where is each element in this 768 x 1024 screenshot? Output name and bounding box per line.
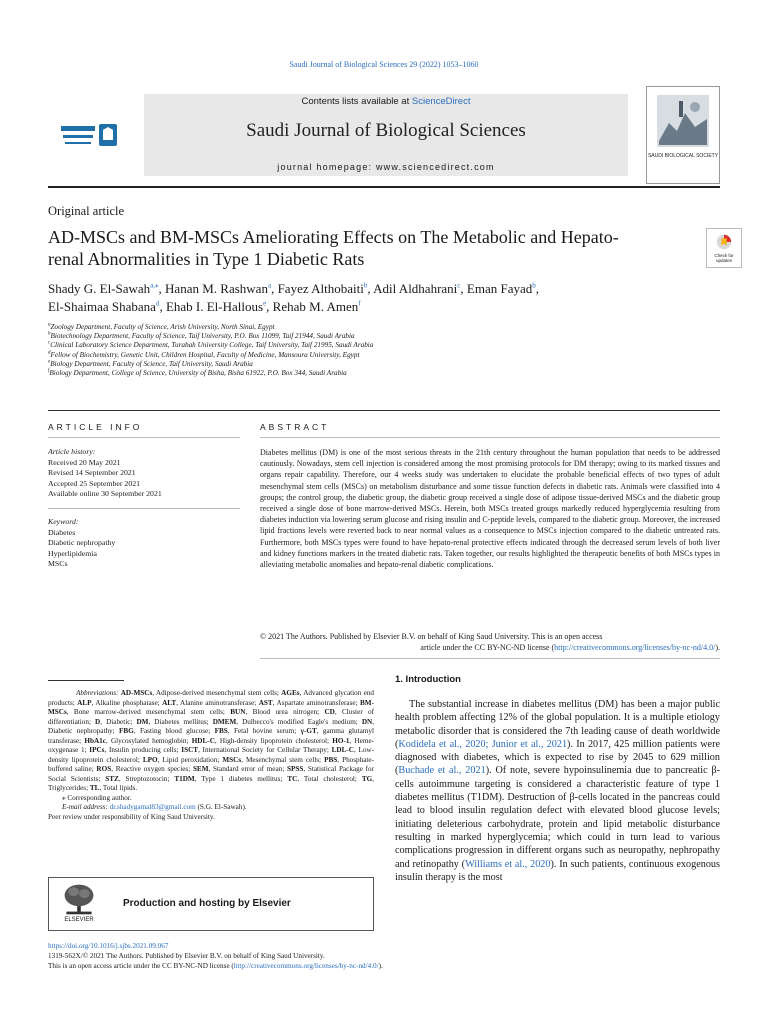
abbreviation-key: ISCT [181, 746, 199, 754]
affiliation-key: c [48, 341, 51, 347]
affiliation-key: a [48, 322, 51, 328]
abbreviation-value: , Alanine aminotransferase; [176, 698, 257, 707]
abbreviation-value: , gamma glutamyl transferase; [48, 727, 374, 745]
author-affiliation-mark[interactable]: b [532, 281, 536, 290]
author-name[interactable]: Shady G. El-Sawah [48, 281, 151, 296]
abbreviation-value: , Low-density lipoprotein cholesterol; [48, 746, 375, 764]
keyword-item: Hyperlipidemia [48, 548, 97, 558]
abbreviation-value: , Dulbecco's modified Eagle's medium; [236, 717, 358, 726]
journal-header [48, 84, 720, 188]
author-name[interactable]: El-Shaimaa Shabana [48, 299, 156, 314]
introduction-paragraph [395, 698, 720, 884]
issn-line: 1319-562X/© 2021 The Authors. Published by Elsevier B.V. on behalf of King Saud University. [48, 952, 325, 960]
abbreviation-value: , Adipose-derived mesenchymal stem cells; [152, 689, 279, 697]
abbreviation-value: , Fetal bovine serum; [227, 727, 297, 735]
author-name[interactable]: Adil Aldhahrani [373, 281, 458, 296]
abbreviation-value: , Diabetes mellitus; [148, 717, 209, 726]
abbreviation-value: , Diabetic; [100, 717, 133, 726]
abbreviation-value: , Fasting blood glucose; [133, 727, 211, 735]
article-history [48, 447, 238, 500]
abbreviation-value: , Heme-oxygenase 1; [48, 736, 375, 754]
author-name[interactable]: Rehab M. Amen [272, 299, 359, 314]
sciencedirect-link[interactable]: ScienceDirect [411, 96, 471, 107]
abbreviation-key: DN [361, 717, 373, 726]
author-affiliation-mark[interactable]: d [155, 299, 160, 308]
abbreviation-key: DM [136, 717, 149, 726]
history-label: Article history: [48, 447, 96, 456]
article-info-heading: ARTICLE INFO [48, 422, 143, 432]
abbreviation-value: , Standard error of mean; [208, 765, 285, 773]
author-separator: , [460, 281, 467, 296]
elsevier-logo [59, 882, 99, 928]
author-name[interactable]: Ehab I. El-Hallous [165, 299, 264, 314]
journal-citation[interactable]: Saudi Journal of Biological Sciences 29 (2022) 1053–1060 [289, 60, 479, 69]
saudi-biological-society-logo [646, 86, 720, 184]
affiliation-text: Biology Department, Faculty of Science, Taif University, Saudi Arabia [50, 359, 253, 368]
history-rule [48, 508, 240, 509]
intro-text-segment: ). In 2017, 425 million patients were diagnosed with diabetes, which is expected to rise by 2045 to 629 million ( [395, 738, 720, 777]
affiliation-key: f [48, 368, 50, 374]
intro-text-segment: The substantial increase in diabetes mellitus (DM) has been a major public health problem affecting 12% of the global population. It is a multiple etiology metabolic disorder that is considered the 7th leading cause of death worldwide ( [395, 699, 720, 750]
intro-text-segment: ). In such patients, continuous exogenous insulin therapy is the most [395, 858, 720, 883]
abbreviation-value: , Total lipids. [99, 784, 138, 792]
author-separator: , [271, 281, 278, 296]
email-note [48, 803, 374, 813]
abbreviation-value: , International Society for Cellular Therapy; [198, 746, 329, 754]
author-affiliation-mark[interactable]: e [263, 299, 267, 308]
abbreviation-key: AD-MSCs [120, 689, 153, 697]
abbreviation-key: SPSS [286, 765, 304, 773]
abbreviation-value: , Aspartate aminotransferase; [272, 698, 358, 707]
keyword-item: Diabetic nephropathy [48, 538, 116, 548]
affiliation-text: Biology Department, College of Science, University of Bisha, Bisha 61922, P.O. Box 344, Saudi Arabia [49, 369, 347, 378]
abbreviation-key: FBS [214, 727, 228, 735]
keywords [48, 517, 238, 570]
check-updates-icon [715, 233, 733, 251]
abbreviation-value: , Lipid peroxidation; [157, 755, 220, 764]
abbreviation-key: ALT [162, 698, 177, 707]
keyword-item: Diabetes [48, 527, 76, 537]
abbreviation-value: , Diabetic nephropathy; [48, 717, 375, 735]
abbreviation-key: T1DM [174, 774, 195, 783]
check-for-updates-button[interactable] [706, 228, 742, 268]
society-emblem-icon [655, 93, 711, 149]
affiliation-item [48, 360, 688, 369]
author-separator: , [535, 281, 539, 296]
journal-homepage[interactable]: journal homepage: www.sciencedirect.com [277, 162, 495, 172]
copyright-line-2 [260, 642, 720, 653]
license-link[interactable]: http://creativecommons.org/licenses/by-nc-nd/4.0/ [554, 643, 716, 653]
affiliation-text: Fellow of Biochemistry, Genetic Unit, Children Hospital, Faculty of Medicine, Mansoura University, Egypt [50, 350, 360, 359]
abbreviation-value: , Cluster of differentiation; [48, 708, 375, 726]
affiliation-key: e [48, 359, 51, 365]
abbreviation-value: , Mesenchymal stem cells; [241, 755, 322, 764]
abbreviation-key: CD [324, 708, 335, 716]
abbreviation-key: TG [361, 774, 373, 783]
affiliation-text: Biotechnology Department, Faculty of Science, Taif University, P.O. Box 11099, Taif 21944, Saudi Arabia [50, 332, 355, 341]
author-affiliation-mark[interactable]: f [358, 299, 361, 308]
abstract-text: Diabetes mellitus (DM) is one of the most serious threats in the 21th century throughout the human population that needs to be addressed cautiously. Nowadays, stem cell injection is considered among the most promising protocols for DM therapy; owing to its marked tissues and organs repair capability. Therefore, our 4 weeks study was undertaken to elucidate the probable beneficial effects of two types of adult mesenchymal stem cells (MSCs) on metabolism disturbance and some tissue function defects in diabetic rats. Animals were classified into 4 groups; the control group, the diabetic group, the diabetic group received a single dose of adipose tissue-derived MSCs and the diabetic group received a single dose of bone marrow-derived MSCs. Herein, both MSCs treated groups markedly reduced hyperglycemia resulting from diabetes induction via lowering serum glucose and rising insulin and C-peptide levels, compared to the diabetic group. Moreover, the increased lipid fractions levels were reverted back to near normal values as a consequence to MSCs injection compared to the diabetic untreated rats. Furthermore, both MSCs types were found to have hepato-renal protective effects indicated through the decreased serum levels of both liver and kidney functions markers in the treated diabetic rats. Taken together, our results highlighted the therapeutic benefits of both MSCs types in alleviating metabolic anomalies and hepato-renal diabetic complications. [260, 448, 720, 570]
abbreviation-key: LPO [142, 755, 158, 764]
affiliation-list [48, 323, 688, 378]
abbreviation-key: TC [287, 774, 298, 783]
author-list [48, 280, 688, 316]
author-affiliation-mark[interactable]: a,⁎ [150, 281, 159, 290]
abstract-heading: ABSTRACT [260, 422, 330, 432]
abbreviation-value: , Statistical Package for Social Scientists; [48, 765, 374, 783]
abbreviation-value: , Triglycerides; [48, 774, 374, 792]
abbreviation-value: , Blood urea nitrogen; [245, 708, 320, 716]
abbreviation-key: AST [258, 698, 273, 707]
abstract-rule [260, 437, 720, 438]
abbreviation-key: TL [89, 784, 100, 792]
author-name[interactable]: Eman Fayad [466, 281, 533, 296]
contents-prefix: Contents lists available at [301, 96, 412, 107]
elsevier-production-box [48, 877, 374, 931]
copyright-line-1: © 2021 The Authors. Published by Elsevier B.V. on behalf of King Saud University. This is an open access [260, 632, 603, 641]
author-affiliation-mark[interactable]: b [363, 281, 368, 290]
affiliation-item [48, 341, 688, 350]
author-name[interactable]: Hanan M. Rashwan [165, 281, 268, 296]
history-item: Accepted 25 September 2021 [48, 478, 141, 488]
affiliation-text: Clinical Laboratory Science Department, Turabah University College, Taif University, Taif 21995, Saudi Arabia [50, 341, 374, 350]
author-separator: , [158, 281, 166, 296]
doi-link[interactable]: https://doi.org/10.1016/j.sjbs.2021.09.067 [48, 942, 169, 950]
author-separator: , [159, 299, 166, 314]
author-affiliation-mark[interactable]: c [457, 281, 461, 290]
abbreviation-key: BM-MSCs [48, 698, 374, 716]
abbreviation-value: , Streptozotocin; [118, 774, 170, 783]
footnote-rule [48, 680, 124, 681]
journal-title: Saudi Journal of Biological Sciences [246, 120, 526, 141]
abbreviation-value: , Phosphate-buffered saline; [48, 755, 375, 773]
affiliation-text: Zoology Department, Faculty of Science, Arish University, North Sinai, Egypt [50, 323, 275, 331]
abbreviations-block [48, 689, 374, 794]
reference-link[interactable]: Williams et al., 2020 [465, 858, 551, 870]
affiliation-key: b [48, 331, 51, 337]
author-affiliation-mark[interactable]: a [267, 281, 272, 290]
open-access-suffix: ). [378, 962, 383, 970]
footnotes [48, 689, 374, 822]
elsevier-logo-text: ELSEVIER [64, 917, 94, 923]
author-name[interactable]: Fayez Althobaiti [277, 281, 364, 296]
abbreviation-key: γ-GT [300, 727, 317, 735]
email-label: E-mail address: [62, 803, 108, 811]
abbreviation-key: IPCs [89, 746, 105, 754]
reference-link[interactable]: Buchade et al., 2021 [398, 765, 486, 777]
abbreviation-value: , Reactive oxygen species; [111, 765, 191, 773]
license-link[interactable]: http://creativecommons.org/licenses/by-nc-nd/4.0/ [233, 962, 379, 970]
abbreviation-key: ALP [77, 698, 92, 707]
keyword-item: MSCs [48, 559, 68, 569]
abbreviation-key: PBS [324, 755, 338, 764]
abbreviation-value: , Advanced glycation end products; [48, 689, 374, 707]
abstract-bottom-rule [260, 658, 720, 659]
abbreviation-value: , Bone marrow-derived mesenchymal stem cells; [66, 708, 225, 716]
email-owner: (S.G. El-Sawah). [197, 803, 247, 811]
introduction-heading: 1. Introduction [395, 674, 461, 685]
history-item: Revised 14 September 2021 [48, 468, 136, 478]
abbreviation-value: , Insulin producing cells; [104, 746, 179, 754]
affiliation-item [48, 369, 688, 378]
open-access-prefix: This is an open access article under the CC BY-NC-ND license ( [48, 962, 234, 970]
peer-review-note: Peer review under responsibility of King Saud University. [48, 812, 215, 821]
copyright-license-prefix: article under the CC BY-NC-ND license ( [420, 643, 555, 653]
author-separator: , [266, 299, 273, 314]
keywords-label: Keyword: [48, 517, 79, 526]
affiliation-item [48, 323, 688, 332]
abbreviation-key: LDL-C [331, 746, 354, 754]
abbreviation-key: STZ [105, 774, 119, 783]
paper-title: AD-MSCs and BM-MSCs Ameliorating Effects on The Metabolic and Hepato-renal Abnormalities in Type 1 Diabetic Rats [48, 227, 619, 269]
abbreviation-key: D [95, 717, 101, 726]
email-link[interactable]: dr.shadygamal83@gmail.com [109, 803, 196, 811]
abbreviation-key: MSCs [222, 755, 242, 764]
intro-text-segment: ). Of note, severe hypoinsulinemia due to pancreatic β-cells autoimmune targeting is considered a characteristic feature of type 1 diabetes mellitus (T1DM). Destruction of β-cells located in the pancreas could lead to blood insulin regulation defect with elevated blood glucose levels; initiating deleterious carbohydrate, protein and lipid metabolic disturbance resulting in marked hyperglycemia; which could in turn lead to various complications progression in different organs such as neuropathy, nephropathy and retinopathy ( [395, 765, 720, 870]
abbreviation-value: , Total cholesterol; [297, 774, 357, 783]
section-divider [48, 410, 720, 411]
production-hosting-text: Production and hosting by Elsevier [123, 898, 291, 909]
bottom-publication-info [48, 941, 720, 971]
copyright-license-suffix: ). [715, 643, 720, 653]
university-emblem-icon [59, 118, 125, 154]
abbreviation-key: HO-1 [332, 736, 350, 745]
affiliation-item [48, 332, 688, 341]
abbreviation-key: BUN [230, 708, 246, 716]
society-caption: SAUDI BIOLOGICAL SOCIETY [647, 153, 719, 159]
check-updates-label: Check for updates [714, 253, 734, 263]
abbreviation-key: DMEM [212, 717, 237, 726]
abbreviation-key: HbA1c [84, 736, 106, 745]
article-info-rule [48, 437, 240, 438]
contents-line [144, 96, 628, 107]
reference-link[interactable]: Kodidela et al., 2020; Junior et al., 2021 [398, 738, 568, 750]
abbreviation-key: ROS [96, 765, 112, 773]
abbreviation-value: , Type 1 diabetes mellitus; [194, 774, 283, 783]
abbreviation-key: FBG [119, 727, 134, 735]
history-item: Received 20 May 2021 [48, 457, 121, 467]
corresponding-note: ⁎ Corresponding author. [62, 793, 132, 802]
abbreviation-key: HDL-C [191, 736, 215, 745]
author-separator: , [367, 281, 374, 296]
affiliation-key: d [48, 350, 51, 356]
abbreviation-value: , High-density lipoprotein cholesterol; [214, 736, 330, 745]
abbreviation-value: , Alkaline phosphatase; [91, 698, 160, 707]
abbreviation-key: SEM [192, 765, 209, 773]
article-type: Original article [48, 204, 125, 218]
open-access-line [48, 961, 720, 971]
abbreviations-label: Abbreviations: [76, 689, 119, 697]
elsevier-tree-icon [61, 882, 97, 916]
abbreviation-value: , Glycosylated hemoglobin; [105, 736, 189, 745]
affiliation-item [48, 351, 688, 360]
journal-header-box [144, 94, 628, 176]
abbreviation-key: AGEs [281, 689, 300, 697]
king-saud-university-logo [48, 94, 136, 178]
history-item: Available online 30 September 2021 [48, 489, 162, 499]
abstract-copyright [260, 631, 720, 653]
